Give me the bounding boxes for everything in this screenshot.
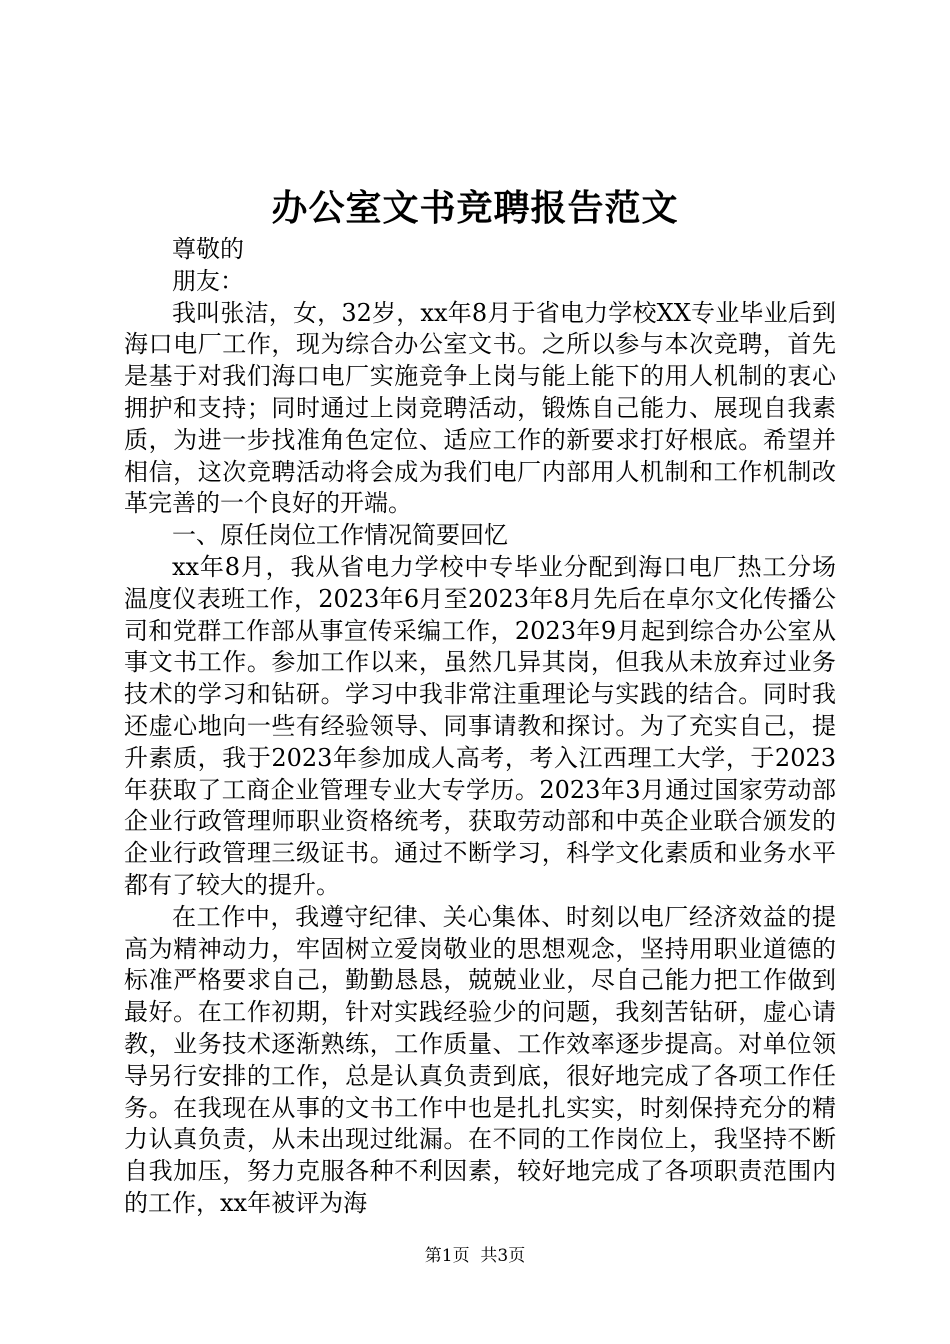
document-body <box>124 234 836 1220</box>
paragraph-work: 在工作中，我遵守纪律、关心集体、时刻以电厂经济效益的提高为精神动力，牢固树立爱岗敬业的思想观念，坚持用职业道德的标准严格要求自己，勤勤恳恳，兢兢业业，尽自己能力把工作做到最好。在工作初期，针对实践经验少的问题，我刻苦钻研，虚心请教，业务技术逐渐熟练，工作质量、工作效率逐步提高。对单位领导另行安排的工作，总是认真负责到底，很好地完成了各项工作任务。在我现在从事的文书工作中也是扎扎实实，时刻保持充分的精力认真负责，从未出现过纰漏。在不同的工作岗位上，我坚持不断自我加压，努力克服各种不利因素，较好地完成了各项职责范围内的工作，xx年被评为海 <box>124 902 836 1217</box>
section-heading-1: 一、原任岗位工作情况简要回忆 <box>172 521 508 550</box>
salutation-line-1: 尊敬的 <box>172 235 244 263</box>
paragraph-history: xx年8月，我从省电力学校中专毕业分配到海口电厂热工分场温度仪表班工作，2023年6月至2023年8月先后在卓尔文化传播公司和党群工作部从事宣传采编工作，2023年9月起到综合办公室从事文书工作。参加工作以来，虽然几异其岗，但我从未放弃过业务技术的学习和钻研。学习中我非常注重理论与实践的结合。同时我还虚心地向一些有经验领导、同事请教和探讨。为了充实自己，提升素质，我于2023年参加成人高考，考入江西理工大学，于2023年获取了工商企业管理专业大专学历。2023年3月通过国家劳动部企业行政管理师职业资格统考，获取劳动部和中英企业联合颁发的企业行政管理三级证书。通过不断学习，科学文化素质和业务水平都有了较大的提升。 <box>124 552 836 899</box>
page-footer <box>0 1244 950 1268</box>
paragraph-intro: 我叫张洁，女，32岁，xx年8月于省电力学校XX专业毕业后到海口电厂工作，现为综合办公室文书。之所以参与本次竞聘，首先是基于对我们海口电厂实施竞争上岗与能上能下的用人机制的衷心拥护和支持；同时通过上岗竞聘活动，锻炼自己能力、展现自我素质，为进一步找准角色定位、适应工作的新要求打好根底。希望并相信，这次竞聘活动将会成为我们电厂内部用人机制和工作机制改革完善的一个良好的开端。 <box>124 298 836 518</box>
page-total: 共3页 <box>480 1246 526 1266</box>
salutation-line-2: 朋友： <box>172 266 244 295</box>
document-title: 办公室文书竞聘报告范文 <box>271 187 679 229</box>
page-number: 第1页 <box>424 1246 470 1266</box>
